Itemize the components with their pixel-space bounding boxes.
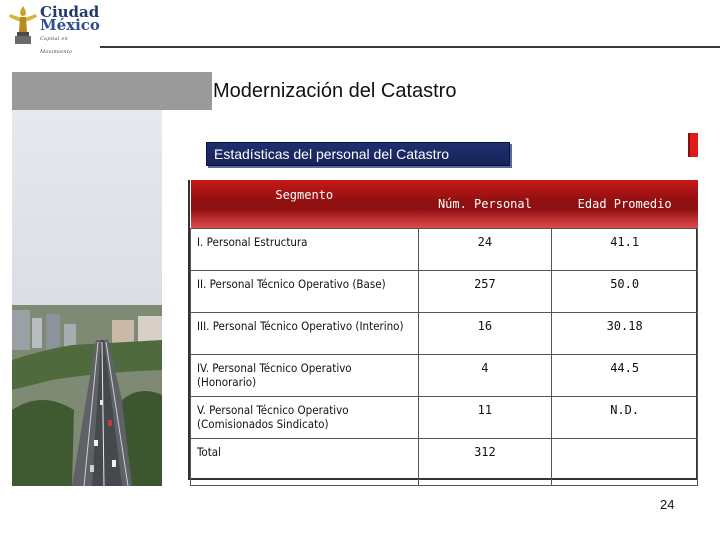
segment-cell: I. Personal Estructura [191,229,419,271]
age-cell: 50.0 [552,271,698,313]
ciudad-mexico-logo [6,2,100,55]
city-highway-photo [12,110,162,486]
table-header-row [191,180,698,229]
page-title: Modernización del Catastro [213,80,457,102]
header-rule [100,46,720,48]
page-number: 24 [660,497,675,512]
segment-cell: V. Personal Técnico Operativo (Comisionados Sindicato) [191,397,419,439]
table-row [191,229,698,271]
red-marker [688,133,698,157]
total-count-cell: 312 [418,439,552,486]
total-label-cell: Total [191,439,419,486]
age-cell: N.D. [552,397,698,439]
segment-cell: III. Personal Técnico Operativo (Interino) [191,313,419,355]
segment-cell: IV. Personal Técnico Operativo (Honorario) [191,355,419,397]
angel-statue-icon [6,2,40,46]
header-edad-promedio: Edad Promedio [552,180,698,229]
table-total-row [191,439,698,486]
age-cell: 30.18 [552,313,698,355]
segment-cell: II. Personal Técnico Operativo (Base) [191,271,419,313]
count-cell: 11 [418,397,552,439]
personnel-stats-table [190,180,698,486]
table-row [191,355,698,397]
age-cell: 44.5 [552,355,698,397]
count-cell: 257 [418,271,552,313]
table-row [191,271,698,313]
logo-line-2: México [40,16,100,34]
age-cell: 41.1 [552,229,698,271]
section-subtitle: Estadísticas del personal del Catastro [214,146,450,162]
logo-line-1: Ciudad [40,3,100,21]
total-age-cell [552,439,698,486]
count-cell: 16 [418,313,552,355]
table-row [191,313,698,355]
table-row [191,397,698,439]
count-cell: 24 [418,229,552,271]
header-segmento: Segmento [191,180,419,229]
header-num-personal: Núm. Personal [418,180,552,229]
count-cell: 4 [418,355,552,397]
logo-tagline: Capital en Movimiento [40,36,73,55]
